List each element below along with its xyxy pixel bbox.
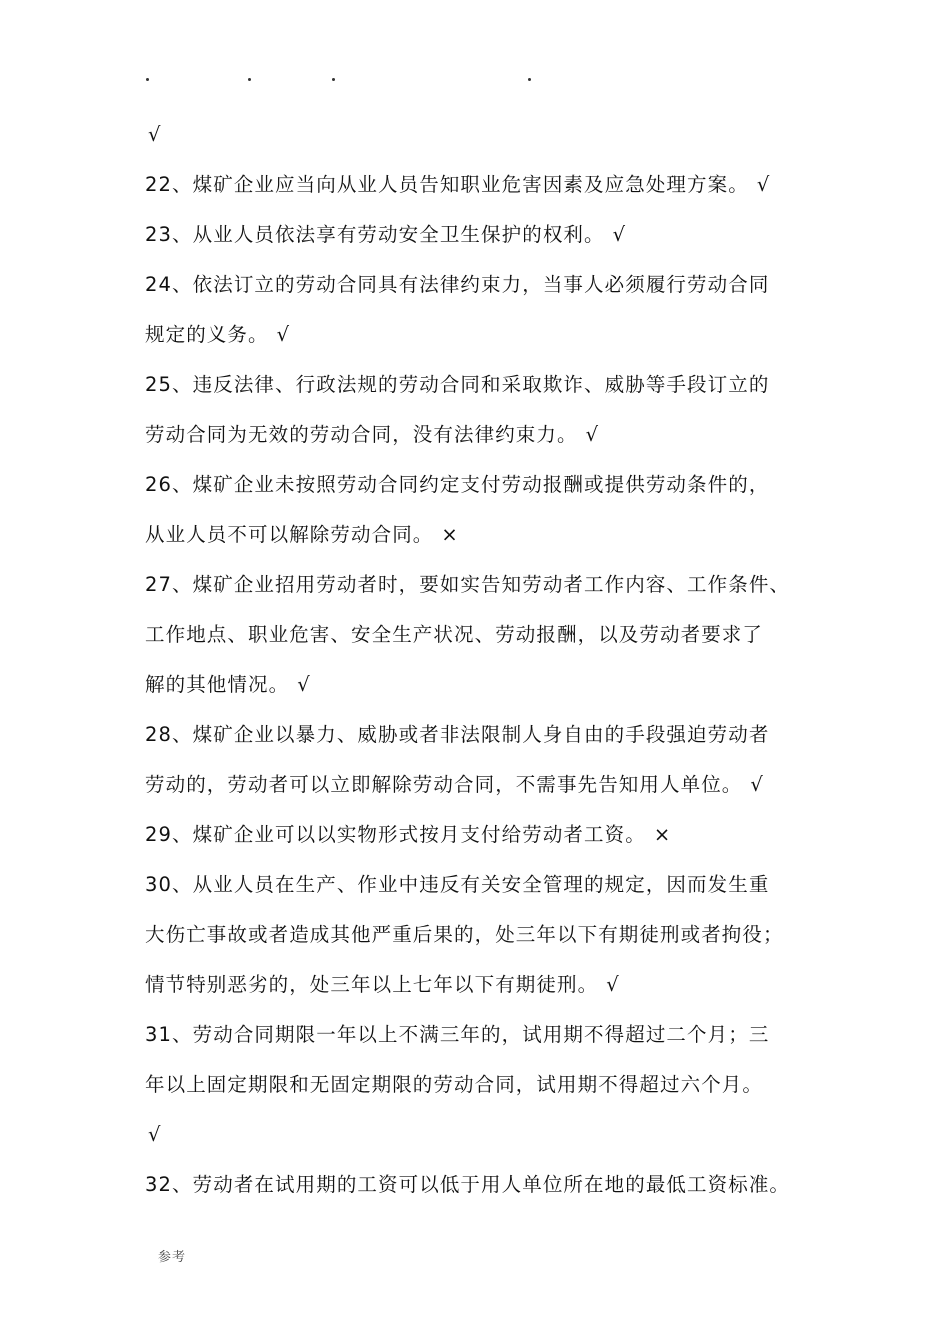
text-line: [145, 460, 825, 510]
line-text: 规定的义务。: [145, 323, 269, 346]
line-text: 劳动合同为无效的劳动合同，没有法律约束力。: [145, 423, 578, 446]
document-body: [145, 110, 825, 1210]
footer-label: 参考: [158, 1250, 187, 1265]
text-line: [145, 1010, 825, 1060]
line-text: 劳动的，劳动者可以立即解除劳动合同，不需事先告知用人单位。: [145, 773, 743, 796]
text-line: [145, 1060, 825, 1110]
line-text: 28、煤矿企业以暴力、威胁或者非法限制人身自由的手段强迫劳动者: [145, 723, 770, 746]
answer-mark: √: [750, 773, 764, 796]
header-dot: [332, 78, 335, 81]
header-dot: [248, 78, 251, 81]
text-line: [145, 660, 825, 710]
line-text: 解的其他情况。: [145, 673, 290, 696]
line-text: 25、违反法律、行政法规的劳动合同和采取欺诈、威胁等手段订立的: [145, 373, 770, 396]
line-text: 情节特别恶劣的，处三年以上七年以下有期徒刑。: [145, 973, 599, 996]
header-dot: [146, 78, 149, 81]
text-line: [145, 1110, 825, 1160]
text-line: [145, 260, 825, 310]
line-text: 从业人员不可以解除劳动合同。: [145, 523, 434, 546]
answer-mark: √: [148, 123, 162, 146]
line-text: 27、煤矿企业招用劳动者时，要如实告知劳动者工作内容、工作条件、: [145, 573, 791, 596]
text-line: [145, 810, 825, 860]
line-text: 26、煤矿企业未按照劳动合同约定支付劳动报酬或提供劳动条件的，: [145, 473, 770, 496]
line-text: 年以上固定期限和无固定期限的劳动合同，试用期不得超过六个月。: [145, 1073, 764, 1096]
text-line: [145, 910, 825, 960]
line-text: 30、从业人员在生产、作业中违反有关安全管理的规定，因而发生重: [145, 873, 770, 896]
text-line: [145, 710, 825, 760]
line-text: 23、从业人员依法享有劳动安全卫生保护的权利。: [145, 223, 605, 246]
text-line: [145, 160, 825, 210]
text-line: [145, 510, 825, 560]
line-text: 大伤亡事故或者造成其他严重后果的，处三年以下有期徒刑或者拘役；: [145, 923, 784, 946]
answer-mark: √: [756, 173, 771, 196]
answer-mark: √: [585, 423, 600, 446]
line-text: 24、依法订立的劳动合同具有法律约束力，当事人必须履行劳动合同: [145, 273, 770, 296]
answer-mark: √: [612, 223, 627, 246]
line-text: 22、煤矿企业应当向从业人员告知职业危害因素及应急处理方案。: [145, 173, 749, 196]
line-text: 工作地点、职业危害、安全生产状况、劳动报酬，以及劳动者要求了: [145, 623, 764, 646]
text-line: [145, 610, 825, 660]
text-line: [145, 560, 825, 610]
answer-mark: √: [606, 973, 620, 996]
answer-mark: ×: [441, 523, 459, 546]
answer-mark: ×: [653, 823, 672, 846]
answer-mark: √: [297, 673, 311, 696]
text-line: [145, 360, 825, 410]
text-line: [145, 760, 825, 810]
line-text: 32、劳动者在试用期的工资可以低于用人单位所在地的最低工资标准。: [145, 1173, 791, 1196]
text-line: [145, 210, 825, 260]
text-line: [145, 110, 825, 160]
text-line: [145, 1160, 825, 1210]
header-dot: [528, 78, 531, 81]
line-text: 29、煤矿企业可以以实物形式按月支付给劳动者工资。: [145, 823, 646, 846]
header-dots: [0, 78, 950, 88]
answer-mark: √: [148, 1123, 162, 1146]
line-text: 31、劳动合同期限一年以上不满三年的，试用期不得超过二个月；三: [145, 1023, 770, 1046]
text-line: [145, 960, 825, 1010]
text-line: [145, 310, 825, 360]
text-line: [145, 410, 825, 460]
text-line: [145, 860, 825, 910]
answer-mark: √: [276, 323, 291, 346]
